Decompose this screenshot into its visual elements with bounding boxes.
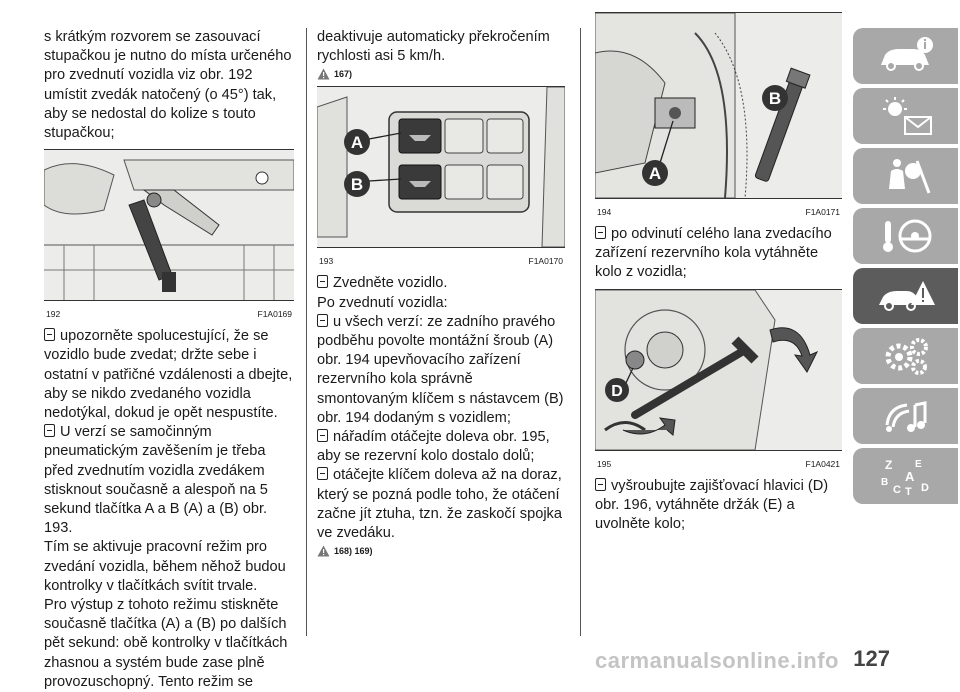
music-satellite-icon xyxy=(875,395,937,437)
index-letter: D xyxy=(920,482,929,494)
figure-193-caption xyxy=(317,254,565,266)
index-letter: Z xyxy=(884,458,892,472)
col3-bullet1-paragraph xyxy=(595,225,842,283)
figure-194-drawing xyxy=(595,13,842,198)
col2-para1: Po zvednutí vozidla: xyxy=(317,294,448,311)
tab-car-info[interactable] xyxy=(853,28,958,84)
bullet-icon xyxy=(44,424,55,437)
watermark: carmanualsonline.info xyxy=(595,648,839,673)
bullet-icon xyxy=(595,478,606,491)
col1-para1: Tím se aktivuje pracovní režim pro zvedání vozidla, během něhož budou kontrolky v tlačítkách svítit trvale. xyxy=(44,539,286,594)
tab-emergency[interactable] xyxy=(853,268,958,324)
col2-bullet2: u všech verzí: ze zadního pravého podběhu povolte montážní šroub (A) obr. 194 upevňovacího zařízení rezervního kola správně smontovaným klíčem s nástavcem (B) obr. 194 dodaným s vozidlem; xyxy=(317,313,564,426)
index-letter: C xyxy=(892,484,901,496)
col2-bullet2-paragraph xyxy=(317,313,565,428)
col2-intro: deaktivuje automaticky překročením rychlosti asi 5 km/h. xyxy=(317,29,550,65)
col2-bullet1: Zvedněte vozidlo. xyxy=(333,275,448,292)
index-letter: A xyxy=(904,469,914,484)
figure-192-caption xyxy=(44,307,294,319)
index-letter: B xyxy=(880,477,888,488)
bullet-icon xyxy=(317,314,328,327)
warning-triangle-icon xyxy=(317,68,330,80)
warning-ref-168-169: 168) 169) xyxy=(334,546,373,557)
column-divider xyxy=(306,28,307,636)
column-1 xyxy=(44,28,294,692)
tab-maintenance[interactable] xyxy=(853,328,958,384)
figure-192 xyxy=(44,149,294,301)
car-info-icon xyxy=(875,35,937,77)
col1-intro: s krátkým rozvorem se zasouvací stupačkou je nutno do místa určeného pro zvednutí vozidla viz obr. 192 umístit zvedák natočený (o 45°) tak, aby se nedostal do kolize s touto stupačkou; xyxy=(44,29,292,142)
col2-bullet1-paragraph xyxy=(317,274,565,293)
figure-194-label-b: B xyxy=(768,89,782,108)
col2-bullet3: nářadím otáčejte doleva obr. 195, aby se rezervní kolo dostalo dolů; xyxy=(317,429,550,465)
tab-index[interactable] xyxy=(853,448,958,504)
figure-194-code: F1A0171 xyxy=(805,207,840,217)
warning-triangle-icon xyxy=(317,545,330,557)
alphabet-index-icon xyxy=(875,455,937,497)
figure-194-caption xyxy=(595,205,842,217)
warning-note-168-169 xyxy=(317,545,565,557)
col1-bullet2: U verzí se samočinným pneumatickým zavěšením je třeba před zvednutím vozidla zvedákem stisknout současně a alespoň na 5 sekund tlačítka A a B (A) a (B) obr. 193. xyxy=(44,424,268,537)
bullet-icon xyxy=(317,429,328,442)
warning-ref-167: 167) xyxy=(334,69,353,80)
col1-para2: Pro výstup z tohoto režimu stiskněte současně tlačítka (A) a (B) po dalších pět sekund: obě kontrolky v tlačítkách zhasnou a systém bude zase plně provozuschopný. Tento režim se xyxy=(44,597,288,690)
figure-195-code: F1A0421 xyxy=(805,458,840,469)
col1-bullet2-paragraph xyxy=(44,423,294,538)
figure-194 xyxy=(595,12,842,199)
airbag-seatbelt-icon xyxy=(875,155,937,197)
bullet-icon xyxy=(317,467,328,480)
figure-195-caption xyxy=(595,457,842,469)
col2-bullet4: otáčejte klíčem doleva až na doraz, který se pozná podle toho, že otáčení začne jít ztuha, tzn. že zaskočí spojka ve zvedáku. xyxy=(317,467,562,542)
figure-195-drawing xyxy=(595,290,842,450)
tab-lights-messages[interactable] xyxy=(853,88,958,144)
tab-multimedia[interactable] xyxy=(853,388,958,444)
figure-195 xyxy=(595,289,842,451)
col1-bullet1-paragraph xyxy=(44,327,294,423)
figure-194-number: 194 xyxy=(597,207,612,217)
col2-bullet4-paragraph xyxy=(317,466,565,543)
page-number: 127 xyxy=(853,646,890,671)
tab-start-drive[interactable] xyxy=(853,208,958,264)
light-envelope-icon xyxy=(875,95,937,137)
figure-195-number: 195 xyxy=(597,458,612,469)
tab-safety[interactable] xyxy=(853,148,958,204)
figure-193-drawing xyxy=(317,87,565,247)
figure-193-label-b: B xyxy=(350,175,364,195)
chapter-tabs xyxy=(847,28,960,508)
figure-192-drawing xyxy=(44,150,294,300)
figure-193-number: 193 xyxy=(319,256,334,267)
figure-193 xyxy=(317,86,565,248)
index-letter: T xyxy=(904,486,912,497)
figure-193-code: F1A0170 xyxy=(528,256,563,267)
figure-194-label-a: A xyxy=(648,164,662,183)
car-warning-icon xyxy=(875,275,937,317)
bullet-icon xyxy=(44,328,55,341)
bullet-icon xyxy=(595,226,606,239)
figure-192-code: F1A0169 xyxy=(257,309,292,320)
warning-note-167 xyxy=(317,68,565,80)
bullet-icon xyxy=(317,275,328,288)
key-steering-wheel-icon xyxy=(875,215,937,257)
gears-icon xyxy=(875,335,937,377)
column-2 xyxy=(317,28,565,563)
col3-bullet2-paragraph xyxy=(595,477,842,535)
figure-193-label-a: A xyxy=(350,133,364,153)
col3-bullet1: po odvinutí celého lana zvedacího zařízení rezervního kola vytáhněte kolo z vozidla; xyxy=(595,226,832,281)
figure-192-number: 192 xyxy=(46,309,61,320)
index-letter: E xyxy=(914,459,922,470)
col1-bullet1: upozorněte spolucestující, že se vozidlo bude zvedat; držte sebe i ostatní v patřičné vzdálenosti a dbejte, aby se nikdo zvedaného vozidla nedotýkal, dokud je opět nespustíte. xyxy=(44,328,293,422)
column-3 xyxy=(595,12,842,534)
column-divider xyxy=(580,28,581,636)
figure-195-label-d: D xyxy=(611,382,623,400)
col3-bullet2: vyšroubujte zajišťovací hlavici (D) obr. 196, vytáhněte držák (E) a uvolněte kolo; xyxy=(595,477,829,533)
col2-bullet3-paragraph xyxy=(317,428,565,466)
